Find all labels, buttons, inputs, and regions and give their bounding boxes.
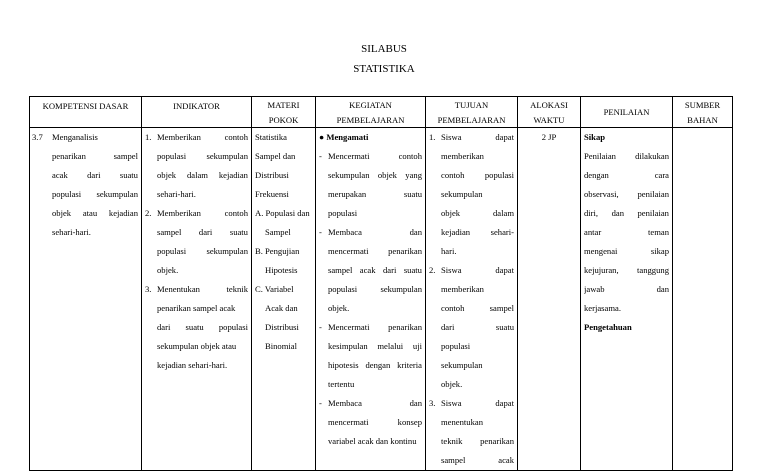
pengetahuan-heading: Pengetahuan bbox=[584, 322, 632, 332]
header-tujuan: TUJUAN PEMBELAJARAN bbox=[426, 97, 518, 128]
text-line: Membaca dan bbox=[328, 398, 422, 408]
text-line: antar teman bbox=[584, 227, 669, 237]
materi-line: Distribusi bbox=[255, 170, 289, 180]
indikator-item: 3. Menentukan teknik penarikan sampel acak dari suatu populasi sekumpulan objek atau kejadian sehari-hari. bbox=[145, 280, 248, 375]
text-line: dari suatu bbox=[441, 322, 514, 332]
text-line: penarikan sampel acak bbox=[157, 303, 236, 313]
text-line: sehari-hari. bbox=[52, 227, 91, 237]
tujuan-item: 2. Siswa dapat memberikan contoh sampel dari suatu populasi sekumpulan objek. bbox=[429, 261, 514, 394]
materi-line: Acak dan bbox=[265, 303, 298, 313]
materi-line: Distribusi bbox=[265, 322, 299, 332]
header-kegiatan: KEGIATAN PEMBELAJARAN bbox=[316, 97, 426, 128]
kegiatan-item: - Mencermati penarikan kesimpulan melalui uji hipotesis dengan kriteria tertentu bbox=[319, 318, 422, 394]
header-penilaian: PENILAIAN bbox=[581, 97, 673, 128]
sikap-heading: Sikap bbox=[584, 132, 606, 142]
text-line: Siswa dapat bbox=[441, 398, 514, 408]
materi-line: Frekuensi bbox=[255, 189, 289, 199]
cell-kegiatan bbox=[316, 128, 426, 471]
materi-line: B. Pengujian bbox=[255, 246, 300, 256]
text-line: Siswa dapat bbox=[441, 265, 514, 275]
text-line: menentukan bbox=[441, 417, 483, 427]
text-line: hari. bbox=[441, 246, 457, 256]
tujuan-item: 3. Siswa dapat menentukan teknik penarikan sampel acak bbox=[429, 394, 514, 470]
text-line: variabel acak dan kontinu bbox=[328, 436, 417, 446]
text-line: kejadian sehari- bbox=[441, 227, 514, 237]
text-line: objek dalam bbox=[441, 208, 514, 218]
text-line: Menentukan teknik bbox=[157, 284, 248, 294]
header-materi: MATERI POKOK bbox=[252, 97, 316, 128]
sikap-text bbox=[584, 147, 669, 318]
cell-tujuan bbox=[426, 128, 518, 471]
kompetensi-text bbox=[52, 128, 138, 242]
text-line: diri, dan penilaian bbox=[584, 208, 669, 218]
text-line: sampel acak bbox=[441, 455, 514, 465]
text-line: objek atau kejadian bbox=[52, 208, 138, 218]
text-line: sehari-hari. bbox=[157, 189, 196, 199]
text-line: Penilaian dilakukan bbox=[584, 151, 669, 161]
text-line: memberikan bbox=[441, 284, 484, 294]
header-row bbox=[30, 97, 733, 128]
materi-line: Sampel dan bbox=[255, 151, 296, 161]
text-line: objek. bbox=[157, 265, 179, 275]
tujuan-item: 1. Siswa dapat memberikan contoh populasi sekumpulan objek dalam kejadian sehari- hari. bbox=[429, 128, 514, 261]
text-line: Memberikan contoh bbox=[157, 132, 248, 142]
text-line: mengenai sikap bbox=[584, 246, 669, 256]
materi-line: Hipotesis bbox=[265, 265, 298, 275]
header-alokasi: ALOKASI WAKTU bbox=[518, 97, 581, 128]
indikator-item: 2. Memberikan contoh sampel dari suatu populasi sekumpulan objek. bbox=[145, 204, 248, 280]
cell-penilaian bbox=[581, 128, 673, 471]
text-line: sampel acak dari suatu bbox=[328, 265, 422, 275]
text-line: contoh populasi bbox=[441, 170, 514, 180]
cell-materi bbox=[252, 128, 316, 471]
indikator-item: 1. Memberikan contoh populasi sekumpulan objek dalam kejadian sehari-hari. bbox=[145, 128, 248, 204]
text-line: sekumpulan objek yang bbox=[328, 170, 422, 180]
text-line: mencermati penarikan bbox=[328, 246, 422, 256]
cell-sumber bbox=[673, 128, 733, 471]
header-indikator: INDIKATOR bbox=[142, 97, 252, 128]
cell-alokasi bbox=[518, 128, 581, 471]
text-line: observasi, penilaian bbox=[584, 189, 669, 199]
materi-list bbox=[255, 128, 312, 356]
header-kompetensi: KOMPETENSI DASAR bbox=[30, 97, 142, 128]
document-title: SILABUS bbox=[361, 43, 407, 55]
text-line: sekumpulan bbox=[441, 360, 483, 370]
text-line: teknik penarikan bbox=[441, 436, 514, 446]
text-line: tertentu bbox=[328, 379, 355, 389]
kegiatan-item: - Membaca dan mencermati penarikan sampel acak dari suatu populasi sekumpulan objek. bbox=[319, 223, 422, 318]
kegiatan-item: - Mencermati contoh sekumpulan objek yang merupakan suatu populasi bbox=[319, 147, 422, 223]
text-line: dengan cara bbox=[584, 170, 669, 180]
text-line: populasi bbox=[441, 341, 471, 351]
text-line: objek. bbox=[441, 379, 463, 389]
document-subtitle: STATISTIKA bbox=[353, 63, 415, 75]
text-line: populasi sekumpulan bbox=[157, 246, 248, 256]
text-line: kerjasama. bbox=[584, 303, 621, 313]
text-line: mencermati konsep bbox=[328, 417, 422, 427]
text-line: kejujuran, tanggung bbox=[584, 265, 669, 275]
materi-line: Binomial bbox=[265, 341, 297, 351]
cell-indikator bbox=[142, 128, 252, 471]
text-line: hipotesis dengan kriteria bbox=[328, 360, 422, 370]
materi-line: C. Variabel bbox=[255, 284, 294, 294]
text-line: kejadian sehari-hari. bbox=[157, 360, 228, 370]
text-line: objek. bbox=[328, 303, 350, 313]
text-line: kesimpulan melalui uji bbox=[328, 341, 422, 351]
text-line: Membaca dan bbox=[328, 227, 422, 237]
text-line: populasi sekumpulan bbox=[52, 189, 138, 199]
kegiatan-item: - Membaca dan mencermati konsep variabel acak dan kontinu bbox=[319, 394, 422, 451]
kegiatan-heading: ● Mengamati bbox=[319, 132, 369, 142]
text-line: acak dari suatu bbox=[52, 170, 138, 180]
kd-number: 3.7 bbox=[32, 132, 43, 142]
text-line: Menganalisis bbox=[52, 132, 98, 142]
text-line: contoh sampel bbox=[441, 303, 514, 313]
text-line: Siswa dapat bbox=[441, 132, 514, 142]
cell-kompetensi bbox=[30, 128, 142, 471]
text-line: populasi sekumpulan bbox=[157, 151, 248, 161]
text-line: Mencermati penarikan bbox=[328, 322, 422, 332]
alokasi-value: 2 JP bbox=[541, 132, 557, 142]
text-line: dari suatu populasi bbox=[157, 322, 248, 332]
text-line: penarikan sampel bbox=[52, 151, 138, 161]
text-line: sampel dari suatu bbox=[157, 227, 248, 237]
text-line: jawab dan bbox=[584, 284, 669, 294]
materi-line: A. Populasi dan bbox=[255, 208, 310, 218]
materi-line: Statistika bbox=[255, 132, 287, 142]
syllabus-table bbox=[29, 96, 733, 471]
header-sumber: SUMBER BAHAN bbox=[673, 97, 733, 128]
text-line: Mencermati contoh bbox=[328, 151, 422, 161]
text-line: Memberikan contoh bbox=[157, 208, 248, 218]
text-line: sekumpulan objek atau bbox=[157, 341, 237, 351]
materi-line: Sampel bbox=[265, 227, 291, 237]
text-line: populasi bbox=[328, 208, 358, 218]
text-line: objek dalam kejadian bbox=[157, 170, 248, 180]
table-row bbox=[30, 128, 733, 471]
text-line: merupakan suatu bbox=[328, 189, 422, 199]
text-line: memberikan bbox=[441, 151, 484, 161]
text-line: sekumpulan bbox=[441, 189, 483, 199]
text-line: populasi sekumpulan bbox=[328, 284, 422, 294]
